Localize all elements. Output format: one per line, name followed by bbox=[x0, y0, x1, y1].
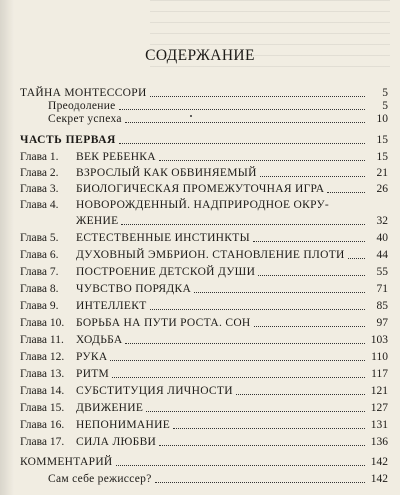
toc-part-entry bbox=[20, 131, 388, 147]
toc-chapter-number: Глава 11. bbox=[20, 334, 64, 346]
toc-entry-title: КОММЕНТАРИЙ bbox=[20, 456, 113, 468]
toc-entry-title: ИНТЕЛЛЕКТ bbox=[76, 300, 147, 312]
toc-chapter-number: Глава 17. bbox=[20, 436, 65, 448]
toc-entry-page: 10 bbox=[376, 113, 388, 125]
toc-chapter-entry bbox=[20, 246, 388, 262]
toc-chapter-number: Глава 8. bbox=[20, 283, 59, 295]
toc-entry-page: 103 bbox=[370, 334, 388, 346]
toc-chapter-entry bbox=[20, 229, 388, 245]
toc-entry-page: 142 bbox=[370, 473, 388, 485]
toc-entry-title: БИОЛОГИЧЕСКАЯ ПРОМЕЖУТОЧНАЯ ИГРА bbox=[76, 183, 325, 195]
toc-entry-page: 21 bbox=[376, 167, 388, 179]
dot-leader bbox=[112, 377, 365, 378]
toc-chapter-entry bbox=[20, 297, 388, 313]
dot-leader bbox=[194, 292, 365, 293]
toc-entry-page: 71 bbox=[376, 283, 388, 295]
toc-chapter-entry bbox=[20, 196, 388, 212]
toc-entry-title: НОВОРОЖДЕННЫЙ. НАДПРИРОДНОЕ ОКРУ- bbox=[76, 199, 330, 211]
toc-entry-title: ТАЙНА МОНТЕССОРИ bbox=[20, 87, 147, 99]
toc-chapter-entry bbox=[20, 331, 388, 347]
toc-entry bbox=[20, 470, 388, 486]
toc-chapter-number: Глава 9. bbox=[20, 300, 59, 312]
toc-chapter-entry bbox=[20, 164, 388, 180]
dot-leader bbox=[173, 428, 365, 429]
dot-leader bbox=[155, 482, 365, 483]
toc-entry-page: 26 bbox=[376, 183, 388, 195]
toc-entry-page: 117 bbox=[371, 368, 388, 380]
toc-entry-title: СУБСТИТУЦИЯ ЛИЧНОСТИ bbox=[76, 385, 233, 397]
toc-entry-title: Секрет успеха bbox=[48, 113, 122, 125]
toc-entry-title: ЧАСТЬ ПЕРВАЯ bbox=[20, 134, 116, 146]
dot-leader bbox=[116, 465, 365, 466]
toc-entry-title: БОРЬБА НА ПУТИ РОСТА. СОН bbox=[76, 317, 251, 329]
toc-entry-page: 110 bbox=[371, 351, 388, 363]
dot-leader bbox=[121, 224, 365, 225]
toc-chapter-number: Глава 1. bbox=[20, 151, 59, 163]
toc-entry-page: 85 bbox=[376, 300, 388, 312]
toc-entry-title: Преодоление bbox=[48, 100, 116, 112]
dot-leader bbox=[253, 241, 365, 242]
toc-chapter-entry bbox=[20, 180, 388, 196]
toc-entry bbox=[20, 453, 388, 469]
dot-leader bbox=[327, 192, 365, 193]
toc-chapter-number: Глава 16. bbox=[20, 419, 65, 431]
toc-chapter-entry bbox=[20, 148, 388, 164]
toc-entry-title: СИЛА ЛЮБВИ bbox=[76, 436, 157, 448]
dot-leader bbox=[125, 122, 365, 123]
toc-chapter-number: Глава 5. bbox=[20, 232, 59, 244]
toc-entry-continuation bbox=[20, 212, 388, 228]
dot-leader bbox=[119, 143, 365, 144]
toc-chapter-number: Глава 10. bbox=[20, 317, 65, 329]
toc-entry-title: НЕПОНИМАНИЕ bbox=[76, 419, 171, 431]
dot-leader bbox=[146, 411, 365, 412]
dot-leader bbox=[260, 176, 365, 177]
toc-chapter-number: Глава 7. bbox=[20, 266, 59, 278]
toc-chapter-entry bbox=[20, 399, 388, 415]
toc-chapter-entry bbox=[20, 314, 388, 330]
toc-entry-title: РУКА bbox=[76, 351, 108, 363]
dot-leader bbox=[258, 275, 365, 276]
toc-entry-page: 5 bbox=[382, 87, 388, 99]
dot-leader bbox=[254, 326, 365, 327]
toc-entry-title: ДУХОВНЫЙ ЭМБРИОН. СТАНОВЛЕНИЕ ПЛОТИ bbox=[76, 249, 345, 261]
toc-chapter-entry bbox=[20, 382, 388, 398]
toc-entry-title: Сам себе режиссер? bbox=[48, 473, 152, 485]
dot-leader bbox=[159, 445, 365, 446]
toc-chapter-entry bbox=[20, 433, 388, 449]
toc-chapter-number: Глава 14. bbox=[20, 385, 65, 397]
toc-entry-page: 97 bbox=[376, 317, 388, 329]
toc-chapter-entry bbox=[20, 280, 388, 296]
toc-entry-title: ХОДЬБА bbox=[76, 334, 123, 346]
toc-chapter-number: Глава 2. bbox=[20, 167, 59, 179]
toc-chapter-number: Глава 13. bbox=[20, 368, 65, 380]
dot-leader bbox=[125, 343, 365, 344]
toc-entry-page: 131 bbox=[370, 419, 388, 431]
toc-entry-title: ЧУВСТВО ПОРЯДКА bbox=[76, 283, 192, 295]
toc-chapter-entry bbox=[20, 416, 388, 432]
toc-entry-page: 40 bbox=[376, 232, 388, 244]
toc-chapter-number: Глава 12. bbox=[20, 351, 65, 363]
toc-entry-page: 142 bbox=[370, 456, 388, 468]
toc-entry-title: ЕСТЕСТВЕННЫЕ ИНСТИНКТЫ bbox=[76, 232, 250, 244]
dot-leader bbox=[150, 309, 365, 310]
toc-entry-title: РИТМ bbox=[76, 368, 109, 380]
toc-chapter-entry bbox=[20, 365, 388, 381]
toc-chapter-number: Глава 4. bbox=[20, 199, 59, 211]
toc-entry-title: ВЕК РЕБЕНКА bbox=[76, 151, 156, 163]
toc-chapter-number: Глава 3. bbox=[20, 183, 59, 195]
dot-leader bbox=[159, 160, 365, 161]
toc-entry-title: ПОСТРОЕНИЕ ДЕТСКОЙ ДУШИ bbox=[76, 266, 256, 278]
toc-entry-title: ЖЕНИЕ bbox=[76, 215, 119, 227]
toc-chapter-number: Глава 15. bbox=[20, 402, 65, 414]
toc-entry-page: 5 bbox=[382, 100, 388, 112]
toc-entry-page: 32 bbox=[376, 215, 388, 227]
page-heading: СОДЕРЖАНИЕ bbox=[145, 47, 255, 64]
dot-leader bbox=[348, 258, 365, 259]
toc-chapter-entry bbox=[20, 263, 388, 279]
toc-entry-title: ВЗРОСЛЫЙ КАК ОБВИНЯЕМЫЙ bbox=[76, 167, 257, 179]
toc-entry bbox=[20, 110, 388, 126]
dot-leader bbox=[236, 394, 365, 395]
toc-entry-page: 136 bbox=[370, 436, 388, 448]
toc-entry-page: 15 bbox=[376, 151, 388, 163]
toc-entry-page: 55 bbox=[376, 266, 388, 278]
toc-chapter-entry bbox=[20, 348, 388, 364]
toc-entry-page: 121 bbox=[370, 385, 388, 397]
toc-entry-page: 44 bbox=[376, 249, 388, 261]
toc-chapter-number: Глава 6. bbox=[20, 249, 59, 261]
toc-entry-page: 15 bbox=[376, 134, 388, 146]
toc-entry-page: 127 bbox=[370, 402, 388, 414]
toc-entry-title: ДВИЖЕНИЕ bbox=[76, 402, 144, 414]
dot-leader bbox=[110, 360, 365, 361]
